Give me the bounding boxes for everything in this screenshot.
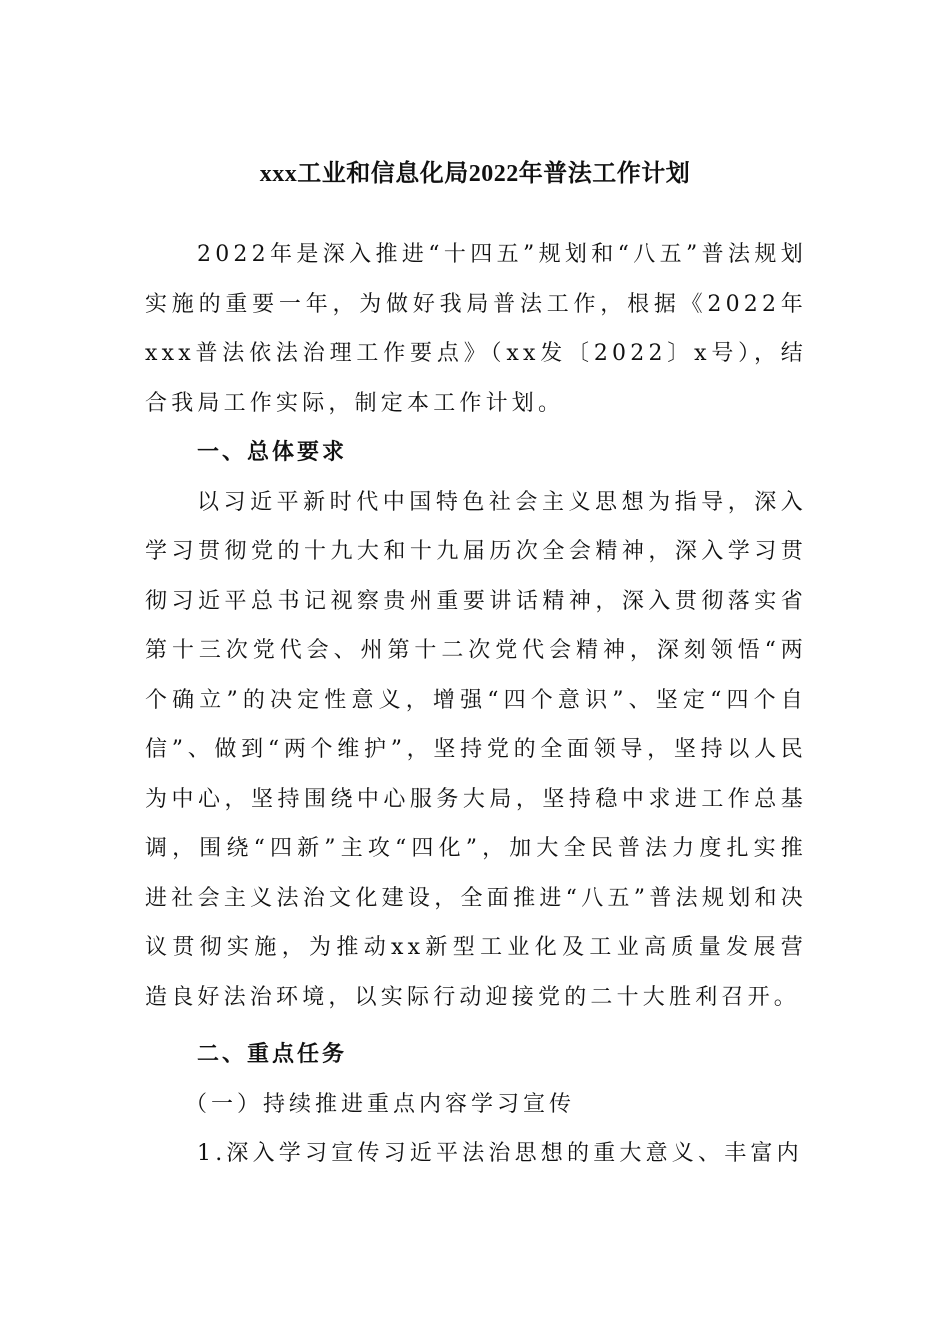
list-item-1: 1.深入学习宣传习近平法治思想的重大意义、丰富内 [197,1141,803,1166]
general-requirements-paragraph: 以习近平新时代中国特色社会主义思想为指导，深入学习贯彻党的十九大和十九届历次全会精神，深入学习贯彻习近平总书记视察贵州重要讲话精神，深入贯彻落实省第十三次党代会、州第十二次党代会精神，深刻领悟“两个确立”的决定性意义，增强“四个意识”、坚定“四个自信”、做到“两个维护”，坚持党的全面领导，坚持以人民为中心，坚持围绕中心服务大局，坚持稳中求进工作总基调，围绕“四新”主攻“四化”，加大全民普法力度扎实推进社会主义法治文化建设，全面推进“八五”普法规划和决议贯彻实施，为推动xx新型工业化及工业高质量发展营造良好法治环境，以实际行动迎接党的二十大胜利召开。 [145,489,807,1010]
document-body [145,230,807,1179]
intro-paragraph: 2022年是深入推进“十四五”规划和“八五”普法规划实施的重要一年，为做好我局普法工作，根据《2022年xxx普法依法治理工作要点》（xx发〔2022〕x号），结合我局工作实际，制定本工作计划。 [145,242,807,416]
subsection-heading-key-content: （一）持续推进重点内容学习宣传 [185,1091,576,1117]
section-heading-general-requirements: 一、总体要求 [197,440,348,465]
document-title: xxx工业和信息化局2022年普法工作计划 [259,161,691,187]
section-heading-key-tasks: 二、重点任务 [197,1042,348,1067]
